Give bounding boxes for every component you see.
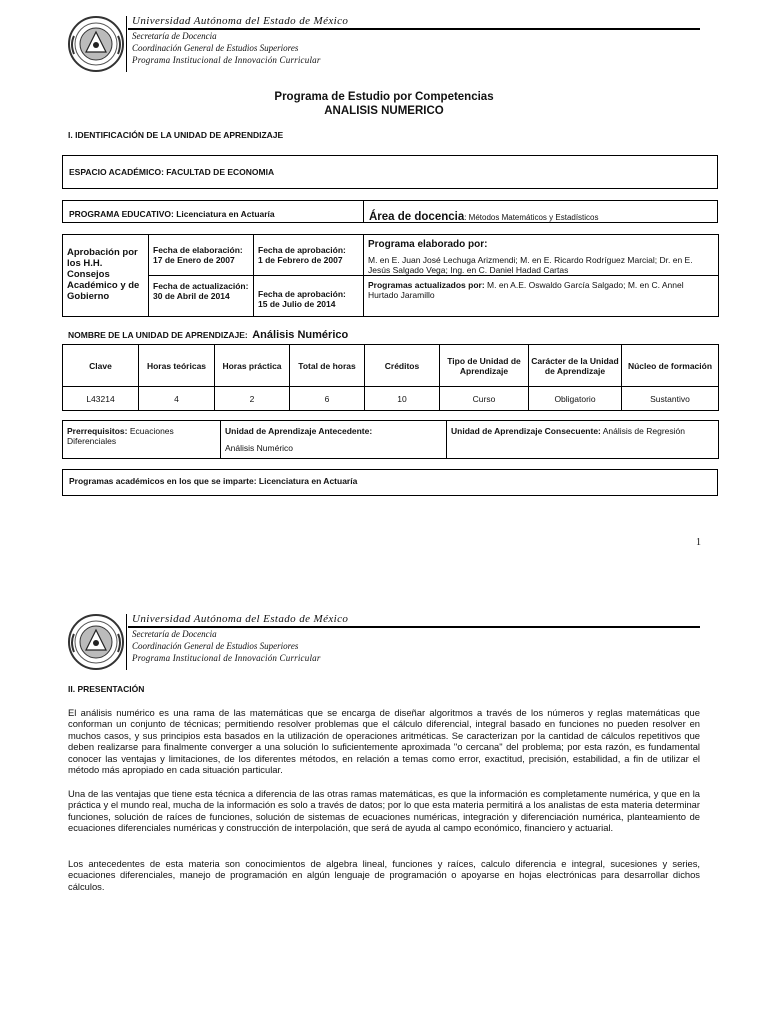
header-cell: Clave xyxy=(63,345,139,387)
prerrequisitos: Prerrequisitos: Ecuaciones Diferenciales xyxy=(63,421,221,459)
table-cell: 10 xyxy=(365,387,440,411)
table-cell: Obligatorio xyxy=(529,387,622,411)
university-seal-icon xyxy=(66,14,126,74)
unidad-nombre: NOMBRE DE LA UNIDAD DE APRENDIZAJE: Análisis Numérico xyxy=(68,329,349,341)
table-cell: Sustantivo xyxy=(622,387,719,411)
header-cell: Núcleo de formación xyxy=(622,345,719,387)
fecha-aprobacion-2: Fecha de aprobación: 15 de Julio de 2014 xyxy=(254,276,364,317)
espacio-academico: ESPACIO ACADÉMICO: FACULTAD DE ECONOMIA xyxy=(69,167,275,177)
unidad-consecuente: Unidad de Aprendizaje Consecuente: Análisis de Regresión xyxy=(447,421,719,459)
aprobacion-label: Aprobación por los H.H. Consejos Académico y de Gobierno xyxy=(63,235,149,317)
presentacion-paragraph-3: Los antecedentes de esta materia son conocimientos de algebra lineal, funciones y raíces, calculo diferencia e integral, sucesiones y series, ecuaciones diferenciales, manejo de programación en algún lenguaje de programación o apoyarse en hojas electrónicas para desarrollar dichos cálculos. xyxy=(68,858,700,892)
programa-box xyxy=(62,200,718,223)
letterhead-line: Coordinación General de Estudios Superiores xyxy=(132,641,299,651)
university-name: Universidad Autónoma del Estado de México xyxy=(132,613,349,625)
elaborado-por: Programa elaborado por: M. en E. Juan José Lechuga Arizmendi; M. en E. Ricardo Rodríguez Marcial; Dr. en E. Jesús Salgado Vega; Ing. en C. Daniel Hadad Cartas xyxy=(364,235,719,276)
prerrequisitos-table xyxy=(62,420,719,459)
header-cell: Horas práctica xyxy=(215,345,290,387)
programas-academicos: Programas académicos en los que se imparte: Licenciatura en Actuaría xyxy=(69,476,358,486)
document-title: Programa de Estudio por Competencias xyxy=(274,91,494,103)
table-cell: Curso xyxy=(440,387,529,411)
header-cell: Carácter de la Unidad de Aprendizaje xyxy=(529,345,622,387)
university-name: Universidad Autónoma del Estado de México xyxy=(132,15,349,27)
presentacion-paragraph-2: Una de las ventajas que tiene esta técnica a diferencia de las otras ramas matemáticas, es que la información es completamente numérica, y que en la práctica y el mundo real, mucha de la información es solo a través de datos; por lo que esta materia permitirá a los analistas de esta materia determinar funciones, solución de raíces de funciones, solución de sistemas de ecuaciones numéricas, integración y diferenciación numérica, planteamiento de ecuaciones diferenciales numéricas y construcción de interpolación, que será de ayuda al campo económico, financiero y actuarial. xyxy=(68,788,700,834)
table-cell: 6 xyxy=(290,387,365,411)
letterhead-line: Programa Institucional de Innovación Curricular xyxy=(132,55,321,65)
document-subtitle: ANALISIS NUMERICO xyxy=(324,105,444,117)
university-seal-icon xyxy=(66,612,126,672)
letterhead xyxy=(66,14,700,76)
table-header-row xyxy=(63,345,719,387)
letterhead-line: Programa Institucional de Innovación Curricular xyxy=(132,653,321,663)
section-heading: I. IDENTIFICACIÓN DE LA UNIDAD DE APRENDIZAJE xyxy=(68,130,284,140)
espacio-box xyxy=(62,155,718,189)
fecha-aprobacion-1: Fecha de aprobación: 1 de Febrero de 2007 xyxy=(254,235,364,276)
letterhead-line: Secretaría de Docencia xyxy=(132,629,217,639)
page-number: 1 xyxy=(696,537,701,548)
aprobacion-table xyxy=(62,234,719,317)
table-cell: 4 xyxy=(139,387,215,411)
header-cell: Total de horas xyxy=(290,345,365,387)
unidad-antecedente: Unidad de Aprendizaje Antecedente: Análisis Numérico xyxy=(221,421,447,459)
table-cell: L43214 xyxy=(63,387,139,411)
section-heading: II. PRESENTACIÓN xyxy=(68,684,145,694)
header-cell: Tipo de Unidad de Aprendizaje xyxy=(440,345,529,387)
header-cell: Horas teóricas xyxy=(139,345,215,387)
fecha-elaboracion: Fecha de elaboración: 17 de Enero de 2007 xyxy=(149,235,254,276)
letterhead xyxy=(66,612,700,674)
table-cell: 2 xyxy=(215,387,290,411)
unidad-table xyxy=(62,344,719,411)
header-cell: Créditos xyxy=(365,345,440,387)
programas-box xyxy=(62,469,718,496)
letterhead-line: Secretaría de Docencia xyxy=(132,31,217,41)
letterhead-line: Coordinación General de Estudios Superiores xyxy=(132,43,299,53)
programa-educativo: PROGRAMA EDUCATIVO: Licenciatura en Actuaría xyxy=(69,209,275,219)
presentacion-paragraph-1: El análisis numérico es una rama de las matemáticas que se encarga de diseñar algoritmos a través de los números y reglas matemáticas que conforman un conjunto de técnicas; permitiendo resolver problemas que el cálculo diferencial, integral basado en funciones no pueden resolver en muchos casos, y sus principios esta basados en la utilización de operaciones aritméticas. Se caracterizan por la cantidad de cálculos repetitivos que deben realizarse para finalmente converger a una solución lo suficientemente aproximada "o cercana" del problema; por esta razón, es fundamental conocer las ventajas y limitaciones, de los diferentes métodos, en relación a temas como error, exactitud, precisión, estabilidad, a fin de utilizar el método más apropiado en cada situación particular. xyxy=(68,707,700,776)
fecha-actualizacion: Fecha de actualización: 30 de Abril de 2014 xyxy=(149,276,254,317)
table-row xyxy=(63,387,719,411)
area-docencia: Área de docencia: Métodos Matemáticos y Estadísticos xyxy=(369,211,599,223)
actualizados-por: Programas actualizados por: M. en A.E. Oswaldo García Salgado; M. en C. Annel Hurtado Jaramillo xyxy=(364,276,719,317)
